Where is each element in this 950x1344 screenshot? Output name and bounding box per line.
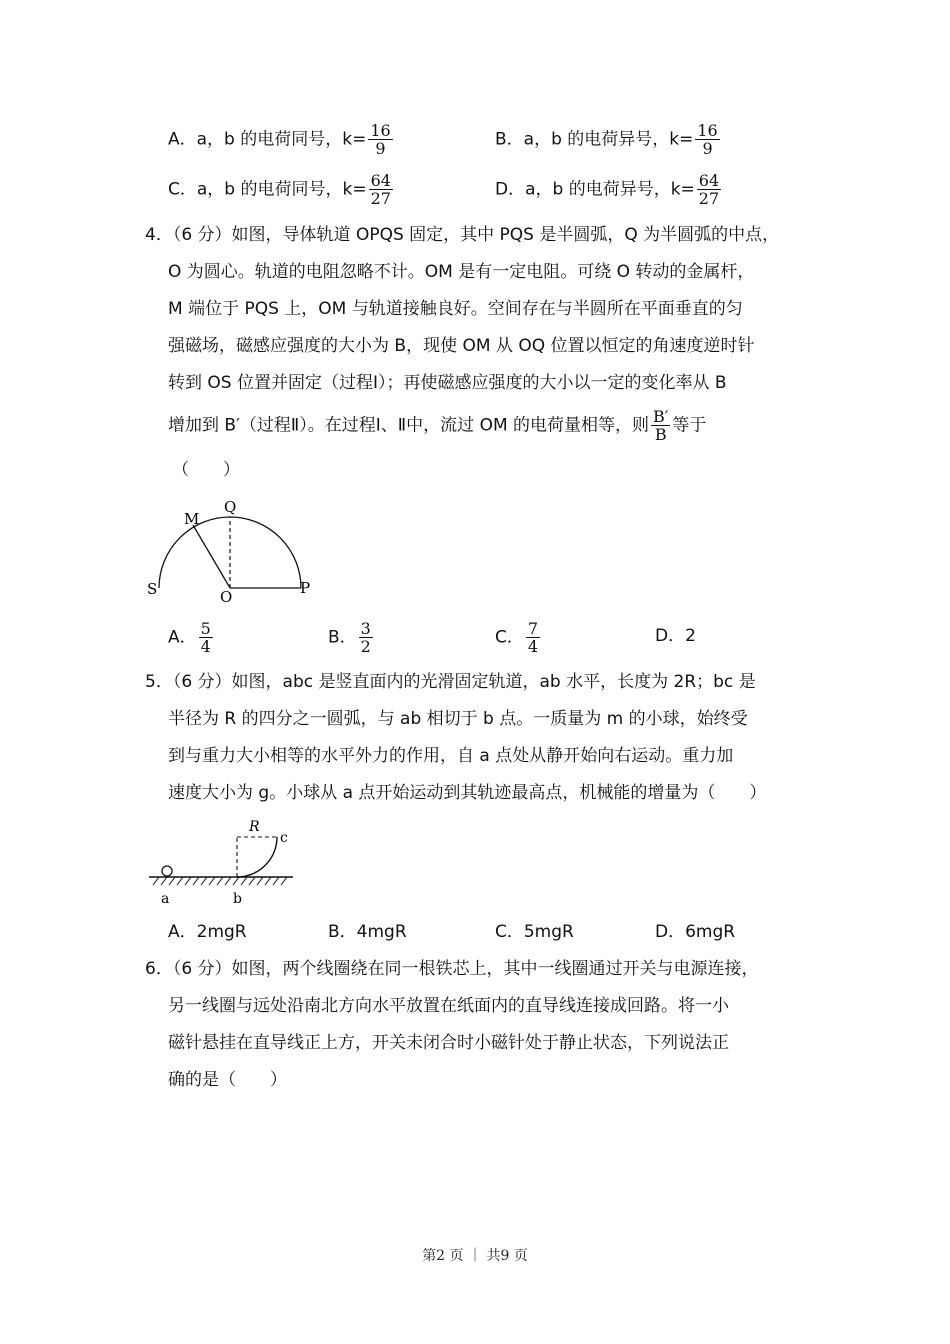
label-c: c xyxy=(280,830,288,846)
q5-line-2: 半径为 R 的四分之一圆弧，与 ab 相切于 b 点。一质量为 m 的小球，始终受 xyxy=(168,709,748,729)
q3-option-b xyxy=(495,122,722,157)
label-a: a xyxy=(161,891,170,907)
q6-line-3: 磁针悬挂在直导线正上方，开关未闭合时小磁针处于静止状态，下列说法正 xyxy=(168,1033,729,1053)
q4-option-d: D．2 xyxy=(655,626,696,646)
q4-line-1: 4．（6 分）如图，导体轨道 OPQS 固定，其中 PQS 是半圆弧，Q 为半圆弧的中点， xyxy=(145,225,780,245)
q3-option-c xyxy=(168,172,395,207)
page-footer: 第2 页 ｜ 共9 页 xyxy=(422,1248,528,1264)
label-m: M xyxy=(184,510,200,528)
q6-line-1: 6．（6 分）如图，两个线圈绕在同一根铁芯上，其中一线圈通过开关与电源连接， xyxy=(145,959,759,979)
q5-option-d: D．6mgR xyxy=(655,922,736,942)
q5-line-4: 速度大小为 g。小球从 a 点开始运动到其轨迹最高点，机械能的增量为（ ） xyxy=(168,783,767,803)
q3-option-a xyxy=(168,122,395,157)
label-p: P xyxy=(300,579,311,597)
label-r: R xyxy=(249,819,260,835)
q4-answer-paren: （ ） xyxy=(172,460,240,480)
fraction: $\frac{64}{27}$ xyxy=(698,171,720,208)
q4-option-a: A． $\frac{5}{4}$ xyxy=(168,619,211,656)
fraction: $\frac{16}{9}$ xyxy=(697,121,718,158)
q5-option-c: C．5mgR xyxy=(495,922,574,942)
q6-line-4: 确的是（ ） xyxy=(168,1070,287,1090)
q5-line-1: 5．（6 分）如图，abc 是竖直面内的光滑固定轨道，ab 水平，长度为 2R；bc 是 xyxy=(145,672,756,692)
q3-option-d xyxy=(495,172,723,207)
q4-option-b: B． $\frac{3}{2}$ xyxy=(328,619,371,656)
q5-option-b: B．4mgR xyxy=(328,922,407,942)
q4-line-5: 转到 OS 位置并固定（过程Ⅰ）；再使磁感应强度的大小以一定的变化率从 B xyxy=(168,373,727,393)
ratio-fraction: $\frac{B'}{B}$ xyxy=(653,407,669,444)
label-s: S xyxy=(147,580,158,598)
track-abc-figure xyxy=(145,815,300,910)
fraction: $\frac{64}{27}$ xyxy=(370,171,391,208)
option-label: B．a，b 的电荷异号，k= xyxy=(495,129,694,150)
label-q: Q xyxy=(224,498,237,516)
q4-line-2: O 为圆心。轨道的电阻忽略不计。OM 是有一定电阻。可绕 O 转动的金属杆， xyxy=(168,262,755,282)
q5-option-a: A．2mgR xyxy=(168,922,247,942)
rod-om xyxy=(193,525,230,588)
option-label: D．a，b 的电荷异号，k= xyxy=(495,179,695,200)
option-label: C．a，b 的电荷同号，k= xyxy=(168,179,367,200)
semicircle-track-figure xyxy=(140,490,330,608)
q4-line-6: 增加到 B′（过程Ⅱ）。在过程Ⅰ、Ⅱ中，流过 OM 的电荷量相等，则 $\frac{B'}{B}$ 等于 xyxy=(168,407,707,444)
q4-line-4: 强磁场，磁感应强度的大小为 B，现使 OM 从 OQ 位置以恒定的角速度逆时针 xyxy=(168,336,755,356)
fraction: $\frac{3}{2}$ xyxy=(360,619,371,656)
fraction: $\frac{7}{4}$ xyxy=(527,619,539,656)
q6-line-2: 另一线圈与远处沿南北方向水平放置在纸面内的直导线连接成回路。将一小 xyxy=(168,996,729,1016)
q4-option-c: C． $\frac{7}{4}$ xyxy=(495,619,539,656)
ball xyxy=(162,866,172,876)
ground-hatching xyxy=(153,877,287,885)
q4-line-3: M 端位于 PQS 上，OM 与轨道接触良好。空间存在与半圆所在平面垂直的匀 xyxy=(168,299,743,319)
quarter-arc-bc xyxy=(237,837,277,877)
label-b: b xyxy=(233,891,242,907)
label-o: O xyxy=(220,588,233,606)
fraction: $\frac{16}{9}$ xyxy=(370,121,391,158)
option-label: A．a，b 的电荷同号，k= xyxy=(168,129,367,150)
fraction: $\frac{5}{4}$ xyxy=(200,619,211,656)
q5-line-3: 到与重力大小相等的水平外力的作用，自 a 点处从静开始向右运动。重力加 xyxy=(168,746,734,766)
